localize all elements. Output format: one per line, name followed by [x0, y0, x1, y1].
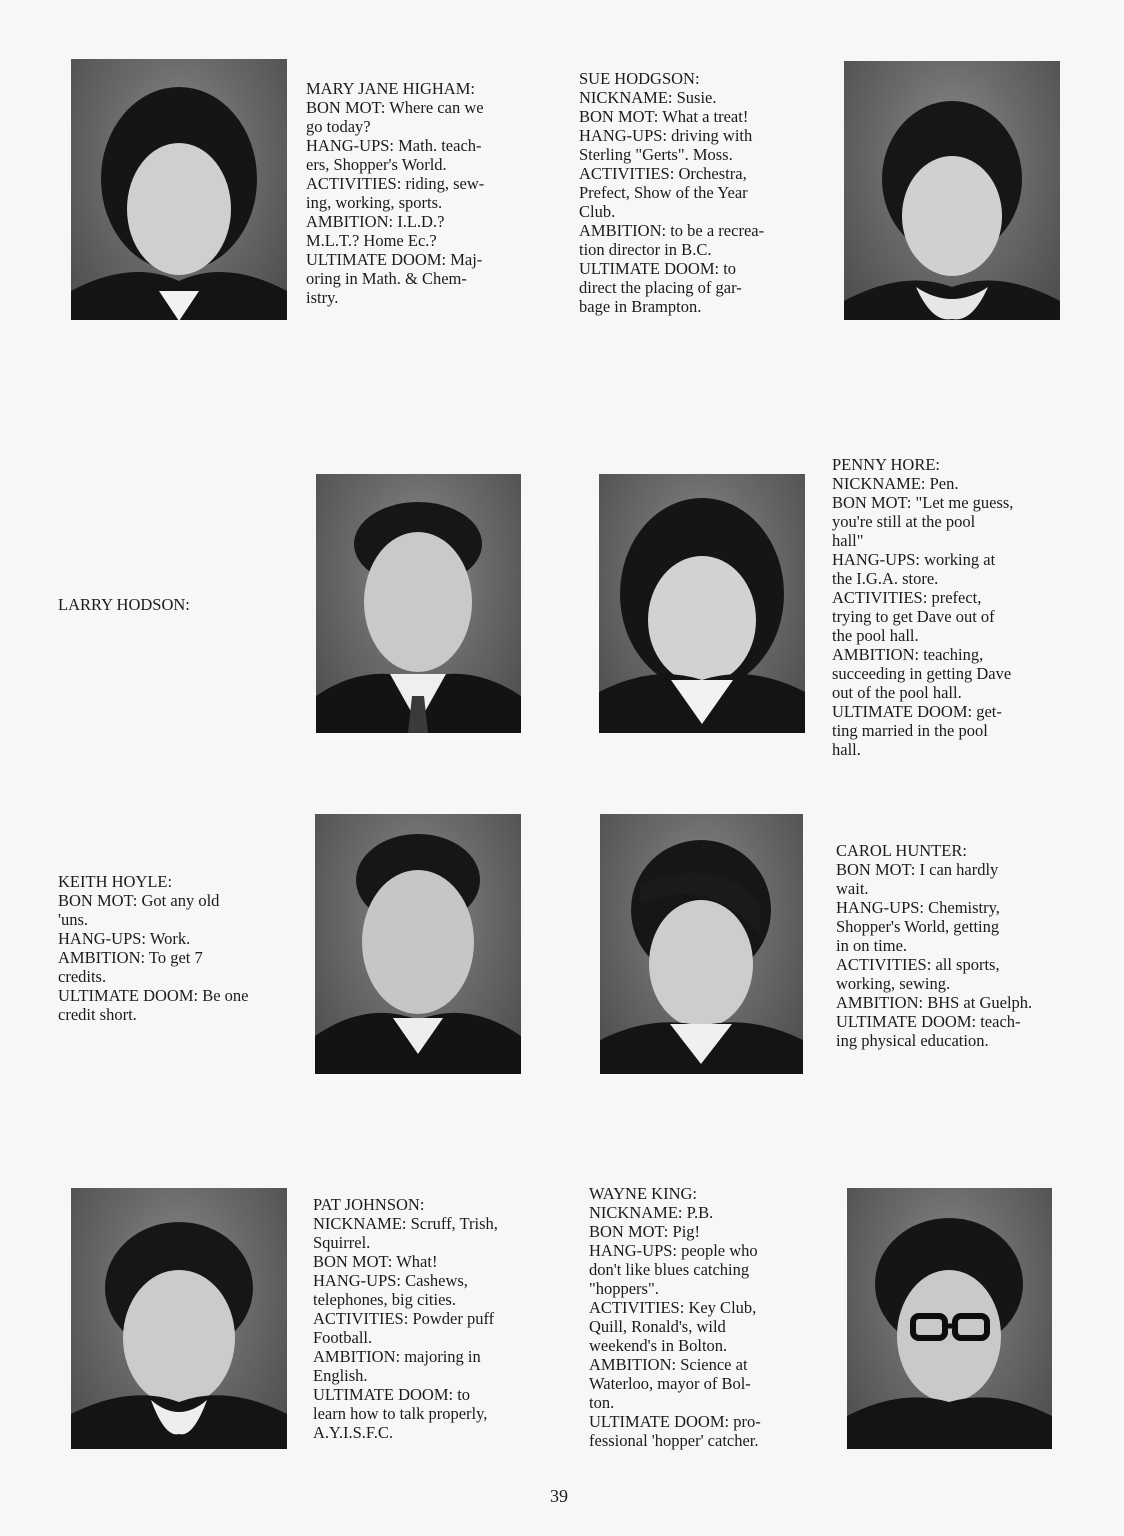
portrait-sue-hodgson [844, 61, 1060, 320]
portrait-penny-hore [599, 474, 805, 733]
bio-larry-hodson: LARRY HODSON: [58, 595, 190, 614]
bio-pat-johnson: PAT JOHNSON: NICKNAME: Scruff, Trish, Squirrel. BON MOT: What! HANG-UPS: Cashews, telephones, big cities. ACTIVITIES: Powder puff Football. AMBITION: majoring in English. ULTIMATE DOOM: to learn how to talk properly, A.Y.I.S.F.C. [313, 1195, 498, 1442]
bio-mary-jane-higham: MARY JANE HIGHAM: BON MOT: Where can we go today? HANG-UPS: Math. teach- ers, Shopper's World. ACTIVITIES: riding, sew- ing, working, sports. AMBITION: I.L.D.? M.L.T.? Home Ec.? ULTIMATE DOOM: Maj- oring in Math. & Chem- istry. [306, 79, 485, 307]
portrait-carol-hunter [600, 814, 803, 1074]
bio-keith-hoyle: KEITH HOYLE: BON MOT: Got any old 'uns. HANG-UPS: Work. AMBITION: To get 7 credits. ULTIMATE DOOM: Be one credit short. [58, 872, 249, 1024]
portrait-pat-johnson [71, 1188, 287, 1449]
bio-carol-hunter: CAROL HUNTER: BON MOT: I can hardly wait. HANG-UPS: Chemistry, Shopper's World, getting in on time. ACTIVITIES: all sports, working, sewing. AMBITION: BHS at Guelph. ULTIMATE DOOM: teach- ing physical education. [836, 841, 1033, 1050]
bio-sue-hodgson: SUE HODGSON: NICKNAME: Susie. BON MOT: What a treat! HANG-UPS: driving with Sterling "Gerts". Moss. ACTIVITIES: Orchestra, Prefect, Show of the Year Club. AMBITION: to be a recrea- tion director in B.C. ULTIMATE DOOM: to direct the placing of gar- bage in Brampton. [579, 69, 765, 316]
portrait-wayne-king [847, 1188, 1052, 1449]
bio-wayne-king: WAYNE KING: NICKNAME: P.B. BON MOT: Pig! HANG-UPS: people who don't like blues catching "hoppers". ACTIVITIES: Key Club, Quill, Ronald's, wild weekend's in Bolton. AMBITION: Science at Waterloo, mayor of Bol- ton. ULTIMATE DOOM: pro- fessional 'hopper' catcher. [589, 1184, 761, 1450]
page-number: 39 [550, 1486, 568, 1506]
portrait-keith-hoyle [315, 814, 521, 1074]
portrait-mary-jane-higham [71, 59, 287, 320]
portrait-larry-hodson [316, 474, 521, 733]
bio-penny-hore: PENNY HORE: NICKNAME: Pen. BON MOT: "Let me guess, you're still at the pool hall" HANG-UPS: working at the I.G.A. store. ACTIVITIES: prefect, trying to get Dave out of the pool hall. AMBITION: teaching, succeeding in getting Dave out of the pool hall. ULTIMATE DOOM: get- ting married in the pool hall. [832, 455, 1014, 759]
